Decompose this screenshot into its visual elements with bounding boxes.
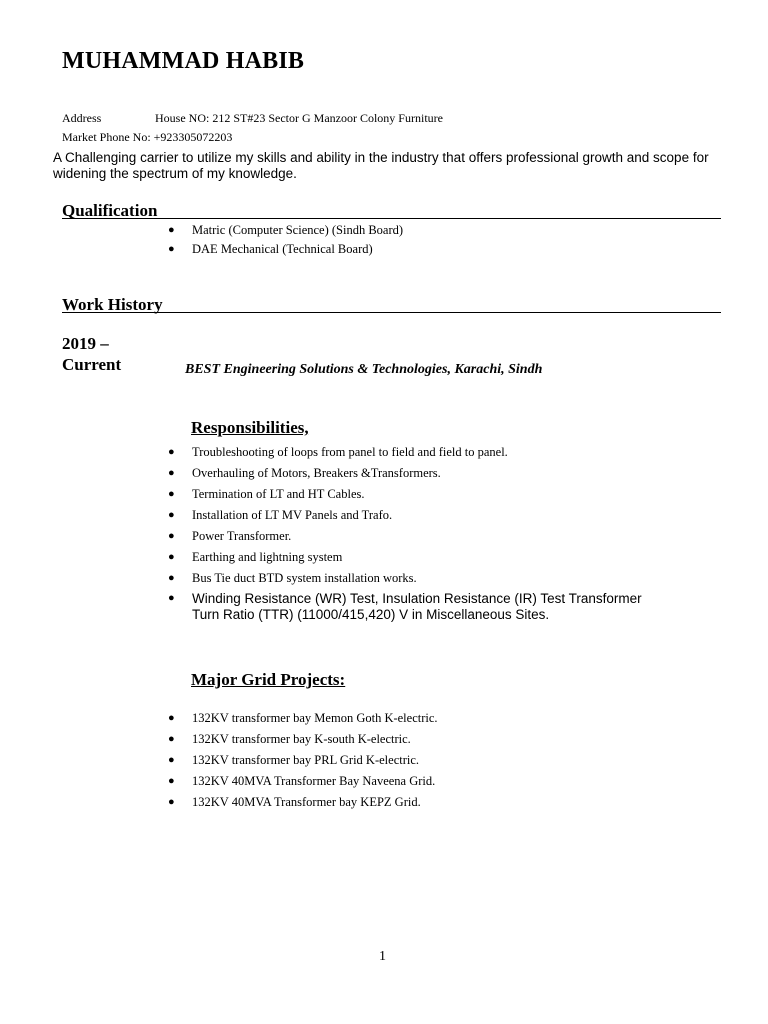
responsibility-item: Earthing and lightning system	[192, 550, 343, 564]
bullet-icon: ●	[168, 467, 175, 479]
page-number: 1	[379, 949, 386, 964]
list-item	[164, 708, 438, 729]
work-history-heading: Work History	[62, 295, 163, 314]
list-item	[164, 771, 438, 792]
bullet-icon: ●	[168, 446, 175, 458]
candidate-name: MUHAMMAD HABIB	[62, 48, 305, 74]
bullet-icon: ●	[168, 796, 175, 808]
list-item	[164, 729, 438, 750]
bullet-icon: ●	[168, 509, 175, 521]
career-objective: A Challenging carrier to utilize my skills and ability in the industry that offers professional growth and scope for widening the spectrum of my knowledge.	[53, 150, 709, 181]
responsibility-item: Termination of LT and HT Cables.	[192, 487, 365, 501]
project-item: 132KV 40MVA Transformer Bay Naveena Grid.	[192, 774, 436, 788]
bullet-icon: ●	[168, 530, 175, 542]
project-item: 132KV transformer bay PRL Grid K-electric.	[192, 753, 420, 767]
qualification-list	[164, 221, 403, 259]
responsibility-item: Winding Resistance (WR) Test, Insulation Resistance (IR) Test Transformer Turn Ratio (TTR) (11000/415,420) V in Miscellaneous Sites.	[192, 591, 642, 622]
address-value: House NO: 212 ST#23 Sector G Manzoor Colony Furniture	[155, 111, 443, 125]
bullet-icon: ●	[168, 712, 175, 724]
bullet-icon: ●	[168, 572, 175, 584]
responsibilities-heading: Responsibilities,	[191, 418, 309, 437]
work-history-divider	[62, 312, 721, 313]
responsibility-item: Installation of LT MV Panels and Trafo.	[192, 508, 393, 522]
project-item: 132KV transformer bay K-south K-electric.	[192, 732, 411, 746]
responsibility-item: Bus Tie duct BTD system installation works.	[192, 571, 417, 585]
bullet-icon: ●	[168, 551, 175, 563]
list-item	[164, 463, 672, 484]
bullet-icon: ●	[168, 224, 175, 236]
list-item	[164, 505, 672, 526]
responsibility-item: Overhauling of Motors, Breakers &Transformers.	[192, 466, 441, 480]
list-item	[164, 591, 672, 622]
bullet-icon: ●	[168, 488, 175, 500]
major-projects-heading: Major Grid Projects:	[191, 670, 346, 689]
bullet-icon: ●	[168, 243, 175, 255]
projects-list	[164, 708, 438, 813]
phone-line: Market Phone No: +923305072203	[62, 130, 233, 144]
company-name: BEST Engineering Solutions & Technologies, Karachi, Sindh	[185, 362, 543, 377]
list-item	[164, 240, 403, 259]
employment-period: 2019 – Current	[62, 334, 122, 374]
bullet-icon: ●	[168, 775, 175, 787]
list-item	[164, 526, 672, 547]
bullet-icon: ●	[168, 592, 175, 604]
responsibilities-list	[164, 442, 672, 622]
responsibility-item: Power Transformer.	[192, 529, 292, 543]
qualification-heading: Qualification	[62, 201, 158, 220]
address-label: Address	[62, 111, 102, 125]
list-item	[164, 442, 672, 463]
list-item	[164, 484, 672, 505]
responsibility-item: Troubleshooting of loops from panel to field and field to panel.	[192, 445, 508, 459]
list-item	[164, 547, 672, 568]
project-item: 132KV transformer bay Memon Goth K-electric.	[192, 711, 438, 725]
project-item: 132KV 40MVA Transformer bay KEPZ Grid.	[192, 795, 421, 809]
qualification-item: Matric (Computer Science) (Sindh Board)	[192, 223, 404, 237]
list-item	[164, 221, 403, 240]
qualification-divider	[62, 218, 721, 219]
list-item	[164, 792, 438, 813]
list-item	[164, 568, 672, 589]
bullet-icon: ●	[168, 754, 175, 766]
list-item	[164, 750, 438, 771]
qualification-item: DAE Mechanical (Technical Board)	[192, 242, 373, 256]
bullet-icon: ●	[168, 733, 175, 745]
